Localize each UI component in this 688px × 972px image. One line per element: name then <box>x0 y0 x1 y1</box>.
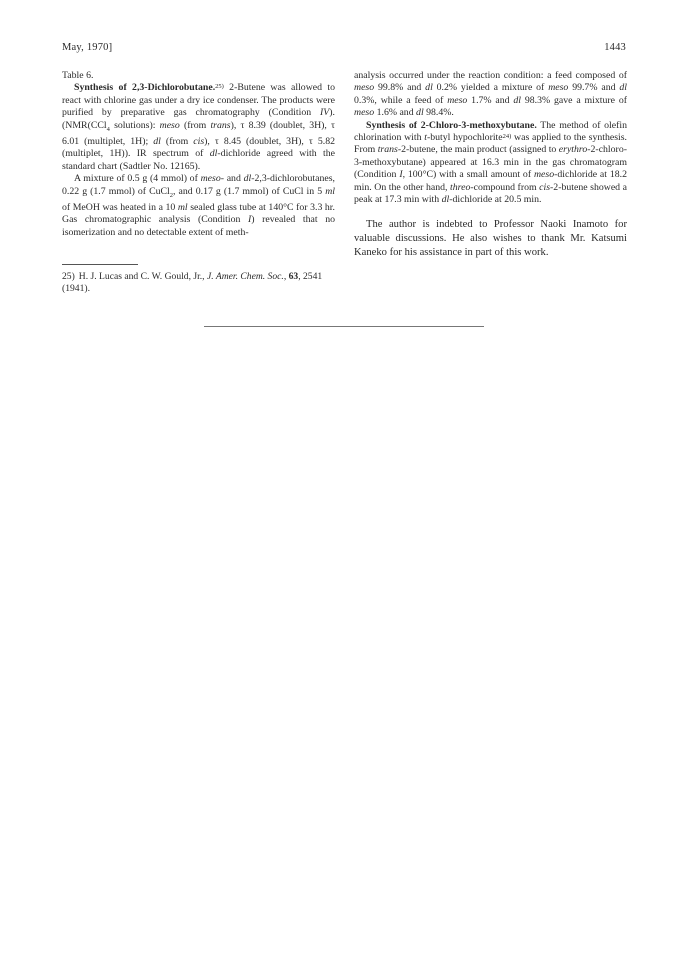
footnote-volume: 63 <box>288 271 299 282</box>
body-text: dl <box>513 94 522 106</box>
body-text: 1.7% and <box>467 94 514 106</box>
body-text: 2-Butene was allowed to react with chlorine gas under a dry ice condenser. The products were purified by preparative gas chromatography (Condition <box>62 82 335 119</box>
body-text: meso <box>548 82 569 94</box>
footnote <box>62 271 335 296</box>
footnote-text: , 2541 (1941). <box>62 271 323 295</box>
body-text: threo <box>450 181 471 193</box>
body-text: t <box>424 132 427 144</box>
body-text: IV <box>320 107 330 119</box>
footnote-divider <box>62 264 138 265</box>
body-text: 0.2% yielded a mixture of <box>432 82 549 94</box>
subscript: 4 <box>106 125 110 133</box>
body-text: analysis occurred under the reaction condition: a feed composed of <box>354 70 627 81</box>
body-text: solutions): <box>109 119 160 131</box>
right-column <box>354 70 627 259</box>
footnote-authors: H. J. Lucas and C. W. Gould, Jr., <box>78 271 207 282</box>
body-text: ), τ 8.45 (doublet, 3H), τ 5.82 (multiplet, 1H)). IR spectrum of <box>62 135 335 160</box>
body-text: meso <box>200 173 221 185</box>
footnote-text: , <box>283 271 289 282</box>
body-text: I <box>399 169 403 181</box>
body-text: 1.6% and <box>374 107 417 119</box>
body-text: meso <box>354 107 375 119</box>
body-text: 98.4%. <box>423 107 454 119</box>
body-text: cis <box>193 135 205 147</box>
body-text: , 100°C) with a small amount of <box>402 169 534 181</box>
body-text: -2-chloro-3-methoxybutane) appeared at 16.3 min in the gas chromatogram (Condition <box>354 144 627 181</box>
body-text: dl <box>209 148 218 160</box>
paragraph-analysis-continued <box>354 70 627 120</box>
body-text: cis <box>539 181 551 193</box>
body-text: sealed glass tube at 140°C for 3.3 hr. Gas chromatographic analysis (Condition <box>62 201 335 226</box>
section-heading: Synthesis of 2-Chloro-3-methoxybutane. <box>366 119 537 131</box>
body-text: ) revealed that no isomerization and no detectable extent of meth- <box>62 214 335 238</box>
left-column <box>62 70 335 239</box>
body-text: A mixture of 0.5 g (4 mmol) of <box>74 173 201 185</box>
paragraph-isomerization-test <box>62 173 335 239</box>
body-text: 98.3% gave a mixture of <box>521 94 627 106</box>
body-text: (from <box>179 119 211 131</box>
body-text: -butyl hypochlorite <box>426 132 503 144</box>
body-text: ), τ 8.39 (doublet, 3H), τ 6.01 (multiplet, 1H); <box>62 119 335 147</box>
body-text: 0.3%, while a feed of <box>354 94 448 106</box>
page-number: 1443 <box>604 42 626 53</box>
body-text: meso <box>533 169 555 181</box>
end-divider <box>204 326 484 327</box>
table-reference: Table 6. <box>62 70 94 81</box>
body-text: meso <box>354 82 375 94</box>
body-text: -dichloride agreed with the standard chart (Sadtler No. 12165). <box>62 148 335 172</box>
body-text: The method of olefin chlorination with <box>354 119 628 144</box>
running-header-date: May, 1970] <box>62 42 113 53</box>
body-text: ml <box>325 185 335 197</box>
body-text: meso <box>159 119 180 131</box>
body-text: 99.8% and <box>374 82 426 94</box>
body-text: -dichloride at 20.5 min. <box>449 194 542 206</box>
body-text: , and 0.17 g (1.7 mmol) of CuCl in 5 <box>173 185 326 197</box>
body-text: (from <box>160 135 194 147</box>
body-text: meso <box>447 94 468 106</box>
body-text: -2-butene showed a peak at 17.3 min with <box>354 181 627 206</box>
body-text: dl <box>243 173 252 185</box>
body-text: was applied to the synthesis. From <box>354 132 628 156</box>
paragraph-methoxybutane-synthesis <box>354 120 627 207</box>
body-text: of MeOH was heated in a 10 <box>62 201 178 213</box>
body-text: I <box>248 214 252 226</box>
body-text: dl <box>153 135 161 147</box>
reference-marker: 24) <box>502 133 512 141</box>
footnote-number: 25) <box>62 271 75 282</box>
acknowledgement: The author is indebted to Professor Naoki Inamoto for valuable discussions. He also wishes to thank Mr. Katsumi Kaneko for his assistance in part of this work. <box>354 219 627 258</box>
body-text: ). (NMR(CCl <box>62 107 335 131</box>
body-text: ml <box>177 201 188 213</box>
footnote-journal: J. Amer. Chem. Soc. <box>206 271 284 282</box>
body-text: - and <box>220 173 244 185</box>
body-text: trans <box>210 119 231 131</box>
section-heading: Synthesis of 2,3-Dichlorobutane. <box>74 82 216 94</box>
reference-marker: 25) <box>215 83 224 91</box>
body-text: 99.7% and <box>568 82 620 94</box>
paragraph-dichlorobutane-synthesis <box>62 82 335 173</box>
body-text: dl <box>416 107 424 119</box>
body-text: erythro <box>558 144 588 156</box>
subscript: 2 <box>169 191 174 199</box>
body-text: -2-butene, the main product (assigned to <box>397 144 559 156</box>
body-text: -dichloride at 18.2 min. On the other hand, <box>354 169 627 193</box>
body-text: dl <box>425 82 433 94</box>
body-text: dl <box>619 82 627 94</box>
body-text: dl <box>441 194 450 206</box>
body-text: trans <box>377 144 398 156</box>
body-text: -2,3-dichlorobutanes, 0.22 g (1.7 mmol) of CuCl <box>62 173 335 197</box>
body-text: -compound from <box>470 181 540 193</box>
